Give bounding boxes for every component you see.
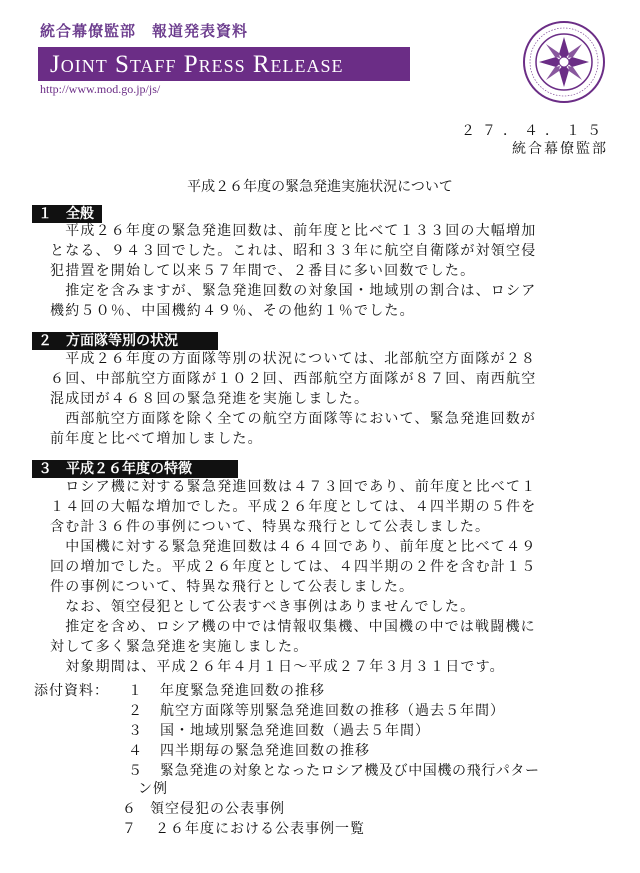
attachment-number: ２ [128, 703, 143, 719]
attachment-item: 緊急発進の対象となったロシア機及び中国機の飛行パター [160, 763, 540, 779]
section-3-line: 対象期間は、平成２６年４月１日～平成２７年３月３１日です。 [50, 659, 505, 675]
issuer-name: 統合幕僚監部 [512, 141, 608, 157]
section-2-heading: ２ 方面隊等別の状況 [32, 332, 218, 350]
attachment-number: ６ [122, 801, 137, 817]
section-3-line: 件の事例について、特異な飛行として公表しました。 [50, 579, 415, 595]
section-2-line: 平成２６年度の方面隊等別の状況については、北部航空方面隊が２８ [50, 351, 537, 367]
section-1-line: 推定を含みますが、緊急発進回数の対象国・地域別の割合は、ロシア [50, 283, 537, 299]
section-1-line: 平成２６年度の緊急発進回数は、前年度と比べて１３３回の大幅増加 [50, 223, 537, 239]
section-3-line: 中国機に対する緊急発進回数は４６４回であり、前年度と比べて４９ [50, 539, 537, 555]
section-1-line: となる、９４３回でした。これは、昭和３３年に航空自衛隊が対領空侵 [50, 243, 537, 259]
section-3-line: 対して多く緊急発進を実施しました。 [50, 639, 309, 655]
attachment-item: 四半期毎の緊急発進回数の推移 [160, 743, 370, 759]
section-3-line: なお、領空侵犯として公表すべき事例はありませんでした。 [50, 599, 476, 615]
section-1-line: 犯措置を開始して以来５７年間で、２番目に多い回数でした。 [50, 263, 476, 279]
section-3-line: 含む計３６件の事例について、特異な飛行として公表しました。 [50, 519, 491, 535]
attachment-item: 国・地域別緊急発進回数（過去５年間） [160, 723, 430, 739]
section-3-line: ロシア機に対する緊急発進回数は４７３回であり、前年度と比べて１ [50, 479, 537, 495]
attachments-label: 添付資料： [34, 683, 109, 699]
attachment-number: ５ [128, 763, 143, 779]
release-date: ２７．４．１５ [461, 123, 608, 139]
website-url[interactable]: http://www.mod.go.jp/js/ [40, 82, 161, 96]
attachment-item: 航空方面隊等別緊急発進回数の推移（過去５年間） [160, 703, 505, 719]
attachment-number: ７ [122, 821, 137, 837]
attachment-item-continuation: ン例 [138, 781, 168, 797]
section-3-line: １４回の大幅な増加でした。平成２６年度としては、４四半期の５件を [50, 499, 537, 515]
attachment-item: 年度緊急発進回数の推移 [160, 683, 325, 699]
section-1-line: 機約５０％、中国機約４９％、その他約１％でした。 [50, 303, 415, 319]
section-3-line: 推定を含め、ロシア機の中では情報収集機、中国機の中では戦闘機に [50, 619, 536, 635]
banner-title: Joint Staff Press Release [50, 51, 344, 78]
attachment-number: ４ [128, 743, 143, 759]
document-title: 平成２６年度の緊急発進実施状況について [187, 179, 453, 195]
section-3-heading: ３ 平成２６年度の特徴 [32, 460, 238, 478]
section-3-line: 回の増加でした。平成２６年度としては、４四半期の２件を含む計１５ [50, 559, 537, 575]
section-1-heading: １ 全般 [32, 205, 102, 223]
attachment-item: 領空侵犯の公表事例 [150, 801, 285, 817]
section-2-line: 混成団が４６８回の緊急発進を実施しました。 [50, 391, 370, 407]
section-2-line: ６回、中部航空方面隊が１０２回、西部航空方面隊が８７回、南西航空 [50, 371, 537, 387]
attachment-number: １ [128, 683, 143, 699]
section-2-line: 前年度と比べて増加しました。 [50, 431, 263, 447]
section-2-line: 西部航空方面隊を除く全ての航空方面隊等において、緊急発進回数が [50, 411, 537, 427]
attachment-item: ２６年度における公表事例一覧 [155, 821, 365, 837]
press-release-banner [38, 47, 410, 81]
joint-staff-seal-logo [522, 20, 606, 104]
attachment-number: ３ [128, 723, 143, 739]
press-release-org-label: 統合幕僚監部 報道発表資料 [40, 22, 249, 40]
